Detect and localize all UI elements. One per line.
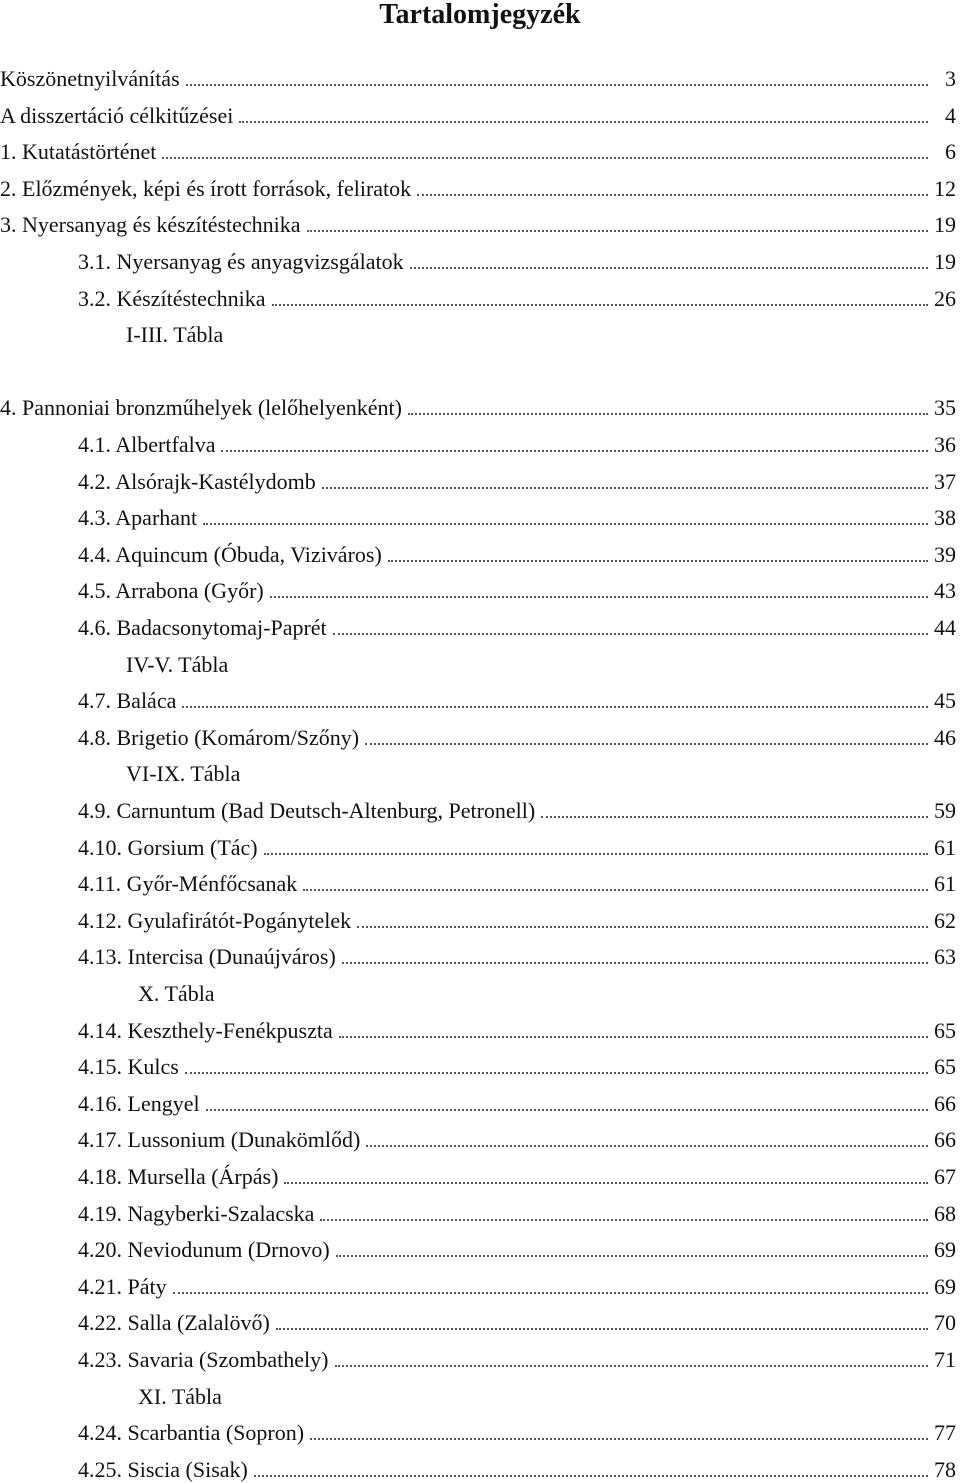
toc-entry [78,534,956,568]
toc-entry [138,1376,956,1410]
toc-entry-label: 3.2. Készítéstechnika [78,285,266,311]
toc-entry-page: 36 [934,432,956,457]
toc-entry-label: 4.11. Győr-Ménfőcsanak [78,871,298,897]
toc-entry [0,58,956,92]
toc-entry [78,827,956,861]
toc-entry-label: XI. Tábla [138,1383,222,1409]
dot-leader [276,1328,928,1330]
toc-entry-page: 6 [945,139,956,165]
toc-entry [78,680,956,714]
toc-entry-page: 71 [934,1347,956,1372]
toc-entry [78,424,956,458]
toc-entry [78,570,956,604]
toc-entry-page: 65 [934,1017,956,1043]
toc-entry-label: 4.23. Savaria (Szombathely) [78,1347,329,1372]
toc-entry-label: 4.2. Alsórajk-Kastélydomb [78,468,316,494]
toc-entry-page: 66 [934,1127,956,1153]
dot-leader [410,267,928,269]
toc-entry-page: 65 [934,1054,956,1080]
toc-entry-page: 68 [934,1200,956,1226]
toc-entry-label: I-III. Tábla [126,322,224,348]
toc-entry [78,497,956,531]
toc-entry [78,1412,956,1446]
toc-entry-label: 4.12. Gyulafirátót-Pogánytelek [78,907,352,933]
toc-entry-page: 19 [934,212,956,238]
dot-leader [366,1145,928,1147]
dot-leader [254,1475,928,1477]
toc-entry [78,1156,956,1190]
toc-entry-label: 4.19. Nagyberki-Szalacska [78,1200,315,1226]
toc-entry [78,790,956,824]
dot-leader [264,853,928,855]
toc-entry [78,1193,956,1227]
toc-entry-page: 37 [934,468,956,494]
toc-entry-page: 3 [945,66,956,91]
dot-leader [417,194,928,196]
toc-entry-page: 43 [934,578,956,604]
toc-entry [126,314,956,348]
toc-entry-label: A disszertáció célkitűzései [0,102,234,128]
toc-entry-page: 26 [934,285,956,311]
dot-leader [339,1036,928,1038]
toc-entry-label: 4.16. Lengyel [78,1090,200,1116]
toc-entry [78,1302,956,1336]
dot-leader [185,1072,928,1074]
toc-entry [78,607,956,641]
toc-entry-label: 4.6. Badacsonytomaj-Paprét [78,615,327,640]
toc-entry-label: VI-IX. Tábla [126,761,241,787]
toc-entry-label: 3.1. Nyersanyag és anyagvizsgálatok [78,249,404,274]
toc-entry-label: 4.22. Salla (Zalalövő) [78,1310,270,1336]
toc-entry [78,1046,956,1080]
dot-leader [186,84,928,86]
dot-leader [541,816,928,818]
toc-entry-label: 4.9. Carnuntum (Bad Deutsch-Altenburg, Petronell) [78,798,536,823]
toc-entry [78,936,956,970]
dot-leader [221,450,928,452]
dot-leader [182,706,928,708]
dot-leader [303,889,928,891]
toc-entry [78,1339,956,1373]
toc-entry [78,241,956,275]
toc-entry-page: 77 [934,1420,956,1446]
toc-entry [78,1119,956,1153]
toc-entry-page: 46 [934,724,956,750]
toc-entry-label: 4.17. Lussonium (Dunakömlőd) [78,1127,361,1153]
toc-entry-page: 67 [934,1164,956,1189]
dot-leader [388,560,928,562]
toc-entry [78,461,956,495]
toc-entry [0,387,956,421]
dot-leader [206,1109,928,1111]
dot-leader [270,596,928,598]
toc-entry-label: 4.18. Mursella (Árpás) [78,1164,279,1189]
toc-entry-page: 78 [934,1456,956,1482]
dot-leader [357,926,928,928]
toc-entry-label: 4.5. Arrabona (Győr) [78,578,264,604]
toc-entry [78,1083,956,1117]
toc-entry-page: 45 [934,688,956,714]
dot-leader [272,304,928,306]
dot-leader [335,1365,929,1367]
toc-entry [0,95,956,129]
toc-entry-page: 19 [934,249,956,274]
toc-entry-label: 4.8. Brigetio (Komárom/Szőny) [78,724,360,750]
toc-entry [138,973,956,1007]
toc-entry [78,1010,956,1044]
toc-entry-page: 44 [934,615,956,640]
dot-leader [173,1292,928,1294]
toc-entry-label: IV-V. Tábla [126,651,229,677]
toc-entry-page: 70 [934,1310,956,1336]
toc-entry-label: X. Tábla [138,981,215,1006]
toc-entry-label: 4.4. Aquincum (Óbuda, Viziváros) [78,541,382,567]
toc-entry [78,900,956,934]
dot-leader [365,743,928,745]
toc-entry [78,863,956,897]
toc-entry [78,278,956,312]
toc-spacer [0,351,956,385]
page-title: Tartalomjegyzék [379,0,581,30]
toc-entry-page: 35 [934,395,956,421]
toc-entry-label: 3. Nyersanyag és készítéstechnika [0,212,301,238]
toc-entry-label: 4.20. Neviodunum (Drnovo) [78,1237,330,1263]
dot-leader [203,523,928,525]
toc-entry-page: 38 [934,505,956,531]
toc-entry-label: 4.3. Aparhant [78,505,198,531]
toc-entry-page: 61 [934,834,956,860]
toc-entry [0,168,956,202]
toc-entry-page: 63 [934,944,956,970]
toc-entry-label: 1. Kutatástörténet [0,139,157,165]
toc-entry [78,717,956,751]
toc-entry-page: 61 [934,871,956,897]
toc-entry [0,204,956,238]
toc-entry-label: 4.7. Baláca [78,688,177,714]
toc-entry-label: 2. Előzmények, képi és írott források, feliratok [0,175,412,201]
toc-entry-page: 4 [945,102,956,128]
toc-entry-label: 4.24. Scarbantia (Sopron) [78,1420,305,1446]
toc-entry-page: 66 [934,1090,956,1116]
dot-leader [320,1219,928,1221]
toc-entry-page: 12 [934,175,956,201]
dot-leader [284,1182,928,1184]
toc-entry-page: 69 [934,1237,956,1263]
toc-entry-page: 69 [934,1273,956,1299]
toc-entry-label: 4.21. Páty [78,1273,167,1299]
toc-entry-label: 4.10. Gorsium (Tác) [78,834,258,860]
toc-entry [126,753,956,787]
dot-leader [408,413,928,415]
toc-entry-label: 4.13. Intercisa (Dunaújváros) [78,944,336,970]
dot-leader [336,1255,928,1257]
dot-leader [322,487,928,489]
toc-entry [126,644,956,678]
dot-leader [162,157,928,159]
dot-leader [333,633,928,635]
toc-entry [0,131,956,165]
dot-leader [239,121,928,123]
toc-entry [78,1266,956,1300]
toc-entry-label: 4.25. Siscia (Sisak) [78,1456,248,1482]
toc-entry-label: 4. Pannoniai bronzműhelyek (lelőhelyenként) [0,395,402,421]
toc-entry-page: 39 [934,541,956,567]
dot-leader [342,962,928,964]
dot-leader [307,230,928,232]
toc-entry-page: 62 [934,907,956,933]
dot-leader [310,1438,928,1440]
toc-entry-page: 59 [934,798,956,823]
toc-entry-label: 4.15. Kulcs [78,1054,179,1080]
toc-entry-label: Köszönetnyilvánítás [0,66,180,91]
toc-entry [78,1229,956,1263]
toc-entry-label: 4.1. Albertfalva [78,432,216,457]
toc-entry-label: 4.14. Keszthely-Fenékpuszta [78,1017,333,1043]
